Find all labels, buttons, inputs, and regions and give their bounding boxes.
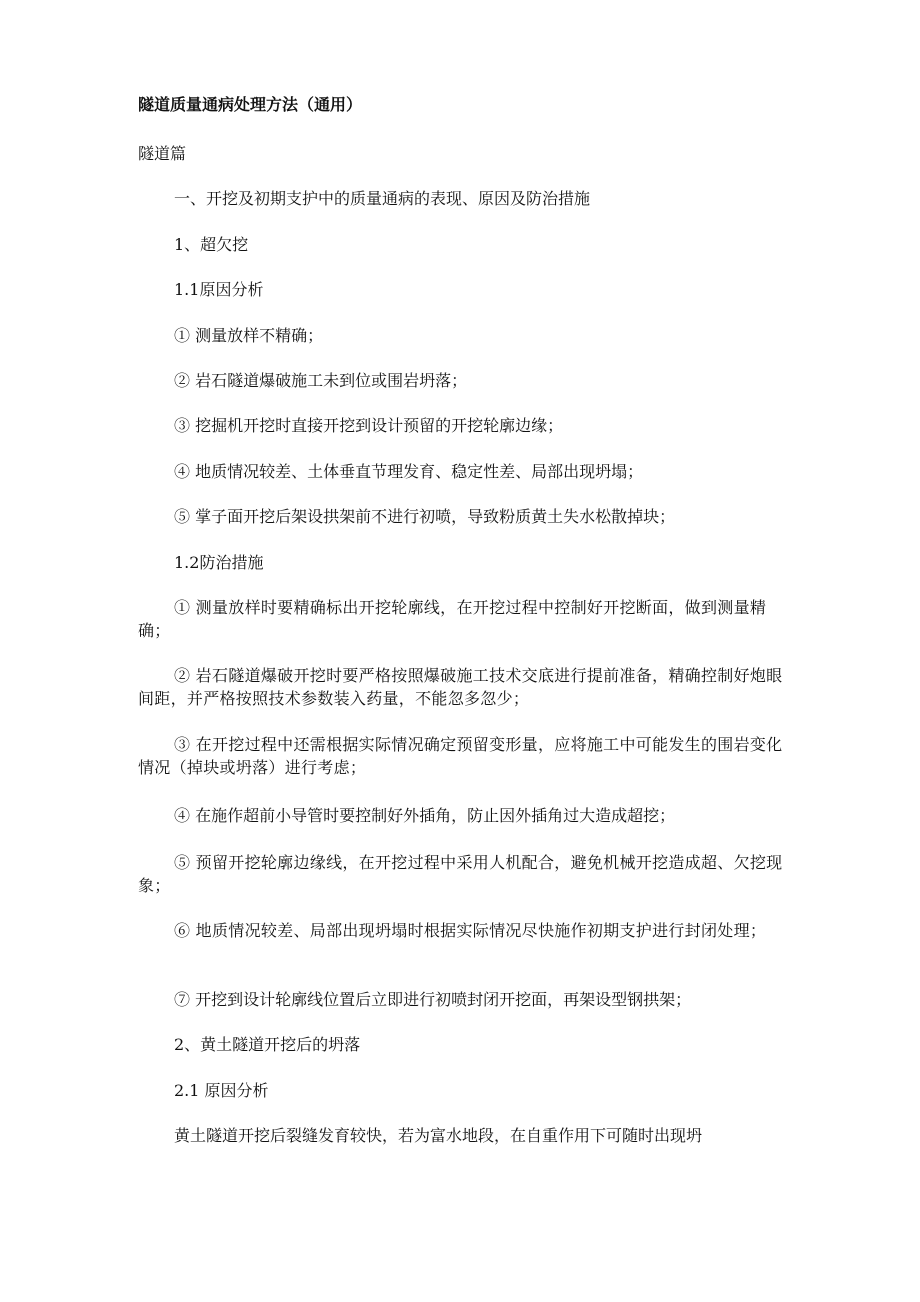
list-item: ④ 地质情况较差、土体垂直节理发育、稳定性差、局部出现坍塌； (174, 462, 644, 481)
list-item: ③ 在开挖过程中还需根据实际情况确定预留变形量，应将施工中可能发生的围岩变化情况（掉块或坍落）进行考虑； (138, 735, 783, 777)
subitem-heading: 1.2防治措施 (174, 553, 264, 572)
list-item: ⑦ 开挖到设计轮廓线位置后立即进行初喷封闭开挖面，再架设型钢拱架； (174, 990, 692, 1009)
list-item: ① 测量放样时要精确标出开挖轮廓线，在开挖过程中控制好开挖断面，做到测量精确； (138, 598, 767, 640)
list-item: ② 岩石隧道爆破施工未到位或围岩坍落； (174, 371, 468, 390)
document-subtitle: 隧道篇 (138, 144, 187, 163)
list-item: ③ 挖掘机开挖时直接开挖到设计预留的开挖轮廓边缘； (174, 416, 564, 435)
document-title: 隧道质量通病处理方法（通用） (138, 95, 363, 114)
list-item: ④ 在施作超前小导管时要控制好外插角，防止因外插角过大造成超挖； (174, 806, 676, 825)
paragraph: 黄土隧道开挖后裂缝发育较快，若为富水地段，在自重作用下可随时出现坍 (174, 1126, 703, 1145)
list-item: ⑤ 预留开挖轮廓边缘线，在开挖过程中采用人机配合，避免机械开挖造成超、欠挖现象； (138, 853, 783, 895)
list-item: ⑤ 掌子面开挖后架设拱架前不进行初喷，导致粉质黄土失水松散掉块； (174, 507, 676, 526)
item-heading: 1、超欠挖 (174, 235, 249, 254)
list-item: ① 测量放样不精确； (174, 326, 324, 345)
item-heading: 2、黄土隧道开挖后的坍落 (174, 1035, 361, 1054)
subitem-heading: 1.1原因分析 (174, 280, 264, 299)
section-heading: 一、开挖及初期支护中的质量通病的表现、原因及防治措施 (174, 189, 591, 208)
subitem-heading: 2.1 原因分析 (174, 1081, 269, 1100)
list-item: ② 岩石隧道爆破开挖时要严格按照爆破施工技术交底进行提前准备，精确控制好炮眼间距，并严格按照技术参数装入药量，不能忽多忽少； (138, 666, 783, 708)
list-item: ⑥ 地质情况较差、局部出现坍塌时根据实际情况尽快施作初期支护进行封闭处理； (174, 921, 767, 940)
